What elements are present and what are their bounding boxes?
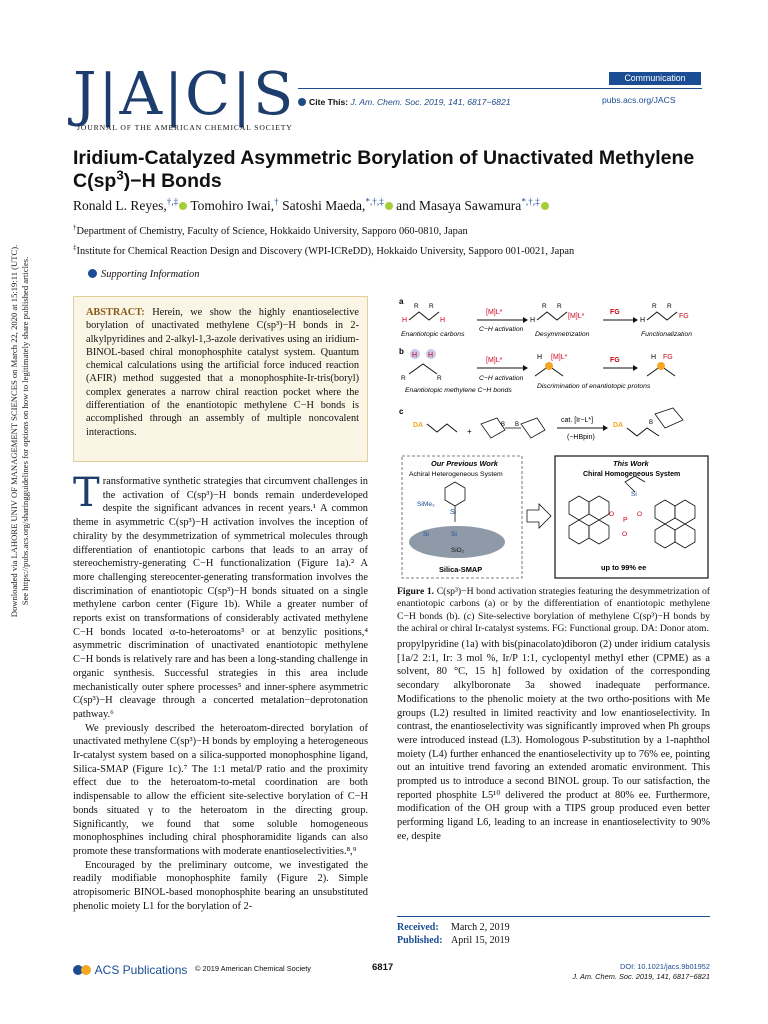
panel-b-substrate: [401, 349, 442, 382]
panel-b-catalyst: [M]L*: [486, 357, 503, 364]
orcid-icon[interactable]: [541, 202, 549, 210]
panel-c-product: [613, 408, 683, 436]
svg-text:R: R: [557, 303, 562, 310]
svg-text:[M]L*: [M]L*: [551, 354, 568, 361]
panel-a-intermediate: [530, 303, 585, 324]
side-note-line-2: See https://pubs.acs.org/sharingguidelines for options on how to legitimately share published articles.: [20, 256, 30, 606]
svg-text:H: H: [402, 317, 408, 324]
panel-a-desymmetrization: Desymmetrization: [535, 331, 590, 338]
title-line-2: $C(sp^3)-H$ Bonds: [73, 167, 222, 192]
panel-a-fg: FG: [610, 309, 620, 316]
previous-work-subtitle: Achiral Heterogeneous System: [409, 471, 503, 478]
panel-b-product: [647, 354, 675, 376]
silica-smap-label: Silica-SMAP: [439, 565, 483, 574]
panel-c-substrate: [413, 422, 457, 432]
svg-text:H: H: [412, 352, 418, 359]
download-side-note: [9, 211, 31, 651]
logo-divider: |: [98, 63, 119, 128]
svg-text:DA: DA: [613, 422, 624, 429]
logo-letter-j: J: [73, 59, 98, 128]
svg-text:[M]L*: [M]L*: [568, 313, 585, 320]
body-paragraph: propylpyridine (1a) with bis(pinacolato)diboron (2) under iridium catalysis [1a/2 2:1, Ir: 3 mol %, Ir/P 1:1, cyclopentyl methyl ether (CPME) as a solvent, 80 °C, 15 h] followed by oxidation of the corresponding secondary alkylboronate 3a showed inadequate performance. Modifications to the phenolic moiety at the two ortho-positions with Me groups (L2) resulted in limited reactivity and low enantioselectivity. In contrast, the enantioselectivity was significantly improved when Ph groups were introduced instead (L3). Homologous P-substitution by a 1-naphthol moiety (L4) further enhanced the enantioselectivity up to 76% ee, pointing out an intuitive trend favoring an extended aromatic environment. This prompted us to introduce a second BINOL group. To our satisfaction, the reported phosphite L5¹⁰ delivered the product at 80% ee. Furthermore, modification of the OH group with a TIPS group produced even better performing ligand L6, leading to an increase in enantioselectivity to 90% ee, despite: [397, 639, 710, 842]
side-note-line-1: Downloaded via LAHORE UNIV OF MANAGEMENT SCIENCES on March 22, 2020 at 15:19:11 (UTC).: [9, 244, 19, 618]
svg-text:H: H: [530, 317, 536, 324]
journal-url[interactable]: pubs.acs.org/JACS: [602, 95, 676, 105]
jacs-logo[interactable]: [73, 59, 295, 128]
panel-a-product: [640, 303, 689, 324]
doi-link[interactable]: DOI: 10.1021/jacs.9b01952: [620, 962, 710, 971]
svg-text:Si: Si: [423, 531, 429, 538]
svg-text:H: H: [640, 317, 646, 324]
svg-text:FG: FG: [679, 313, 689, 320]
cite-this[interactable]: [298, 97, 511, 107]
dropcap: T: [73, 470, 100, 516]
svg-text:Si: Si: [631, 491, 637, 498]
this-work-result: up to 99% ee: [601, 563, 647, 572]
svg-text:O: O: [622, 531, 628, 538]
body-left-column: [73, 470, 368, 914]
affiliation-1: †Department of Chemistry, Faculty of Science, Hokkaido University, Sapporo 060-0810, Japan: [73, 223, 468, 237]
dates-rule: [397, 916, 710, 917]
logo-subtitle: JOURNAL OF THE AMERICAN CHEMICAL SOCIETY: [77, 123, 293, 132]
previous-work-title: Our Previous Work: [431, 459, 498, 468]
author-name[interactable]: and Masaya Sawamura: [396, 198, 522, 213]
svg-text:R: R: [437, 375, 442, 382]
orcid-icon[interactable]: [179, 202, 187, 210]
author-marks: *,†,‡: [365, 196, 384, 207]
svg-text:+: +: [467, 427, 472, 436]
logo-letter-s: S: [253, 59, 295, 128]
author-name[interactable]: Tomohiro Iwai,: [190, 198, 275, 213]
panel-b-enantiotopic-label: Enantiotopic methylene C−H bonds: [405, 387, 512, 394]
cite-icon: [298, 98, 306, 106]
binol-phosphite-structure: [569, 476, 695, 548]
orcid-icon[interactable]: [385, 202, 393, 210]
panel-b-intermediate: [535, 354, 568, 376]
title-line-1: Iridium-Catalyzed Asymmetric Borylation of Unactivated Methylene: [73, 147, 695, 169]
affiliation-2: ‡Institute for Chemical Reaction Design and Discovery (WPI-ICReDD), Hokkaido University, Sapporo 001-0021, Japan: [73, 243, 575, 257]
logo-divider: |: [232, 63, 253, 128]
svg-text:Si: Si: [450, 509, 457, 516]
svg-text:O: O: [637, 511, 643, 518]
acs-logo-icon: [72, 964, 92, 976]
author-list: [73, 198, 713, 214]
figure-caption-text: C(sp³)−H bond activation strategies featuring the desymmetrization of enantiotopic carbons (a) or by the differentiation of enantiotopic methylene C−H bonds (b). (c) Site-selective borylation of methylene C(sp³)−H bonds by the achiral or chiral Ir-catalyst systems. FG: Functional group. DA: Donor atom.: [397, 586, 711, 635]
panel-b-discrimination: Discrimination of enantiotopic protons: [537, 383, 651, 390]
footer-doi-block: [560, 962, 710, 981]
body-right-column: [397, 638, 710, 844]
figure-1-caption: [397, 586, 710, 636]
svg-text:R: R: [401, 375, 406, 382]
published-date: Published: April 15, 2019: [397, 935, 510, 946]
svg-text:H: H: [537, 354, 543, 361]
panel-c-diboron: [481, 418, 545, 438]
svg-text:B: B: [649, 420, 654, 426]
page-number: 6817: [372, 962, 394, 973]
svg-text:SiO₂: SiO₂: [451, 547, 465, 554]
svg-text:H: H: [440, 317, 446, 324]
abstract-text: Herein, we show the highly enantioselective borylation of unactivated methylene C(sp³)−H bonds in 2-alkylpyridines and 2-alkyl-1,3-azole derivatives using an iridium-BINOL-based chiral monophosphite catalyst system. Quantum chemical calculations using the artificial force induced reaction (AFIR) method suggested that a monophosphite-Ir-tris(boryl) complex generates a narrow chiral reaction pocket where the differentiation of the enantiotopic methylene C−H bonds is accomplished through an assembly of multiple noncovalent interactions.: [86, 307, 359, 438]
article-title: [73, 147, 713, 193]
panel-c-reagent: cat. [Ir−L*]: [561, 417, 594, 424]
journal-citation: J. Am. Chem. Soc. 2019, 141, 6817−6821: [572, 971, 710, 981]
author-name[interactable]: Satoshi Maeda,: [282, 198, 366, 213]
panel-b-label: b: [399, 347, 404, 356]
author-marks: *,†,‡: [521, 196, 540, 207]
author-marks: †,‡: [166, 196, 179, 207]
author-name[interactable]: Ronald L. Reyes,: [73, 198, 167, 213]
panel-a-catalyst: [M]L*: [486, 309, 503, 316]
svg-text:R: R: [429, 303, 434, 310]
svg-text:P: P: [623, 517, 628, 524]
panel-a-label: a: [399, 297, 404, 306]
this-work-subtitle: Chiral Homogeneous System: [583, 471, 681, 478]
svg-text:SiMe₃: SiMe₃: [417, 501, 435, 508]
panel-c-byproduct: (−HBpin): [567, 434, 595, 441]
svg-text:R: R: [652, 303, 657, 310]
logo-divider: |: [164, 63, 185, 128]
body-paragraph: We previously described the heteroatom-directed borylation of unactivated methylene C(sp³)−H bonds by employing a heterogeneous Ir-catalyst system based on a silica-supported monophosphine ligand, Silica-SMAP (Figure 1c).⁷ The 1:1 metal/P ratio and the proximity effect due to the heteroatom-to-metal coordination are both indispensable to allow the efficient site-selective borylation of C−H bonds situated γ to the heteroatom in the directing group. Significantly, we found that some soluble homogeneous monophosphines including chiral phosphoramidite ligands can also promote these transformations with moderate enantioselectivities.⁸,⁹: [73, 722, 368, 857]
this-work-title: This Work: [613, 459, 649, 468]
body-paragraph: Transformative synthetic strategies that circumvent challenges in the activation of C(sp³)−H bonds remain underdeveloped despite the significant advances in recent years.¹ A common theme in asymmetric C(sp³)−H activation involves the inception of chirality by the desymmetrization of symmetrical molecules through differentiation of enantiotopic carbons that leads to an array of stereochemistry-generating C−H functionalization (Figure 1a).² A more challenging stereocenter-generating transformation involves the discrimination of enantiotopic C(sp³)−H bonds situated on a single methylene carbon center (Figure 1b). While a greater number of reports exist on transformations of considerably activated methylene C−H bonds located α-to-heteroatoms³ or at benzylic positions,⁴ asymmetric discrimination of unactivated enantiotopic methylene C−H bonds is relatively rare and has been a long-standing challenge in organic synthesis. Successful strategies in this area include mechanistically outer sphere processes⁵ and inner-sphere asymmetric C(sp³)−H cleavage through a concerted metalation−deprotonation pathway.⁶: [73, 470, 368, 720]
svg-text:Si: Si: [451, 531, 457, 538]
svg-text:R: R: [667, 303, 672, 310]
author-marks: †: [274, 196, 279, 207]
copyright: © 2019 American Chemical Society: [195, 964, 311, 973]
svg-text:O: O: [609, 511, 615, 518]
silica-smap-structure: [409, 482, 505, 558]
received-date: Received: March 2, 2019: [397, 922, 510, 933]
panel-b-step: C−H activation: [479, 375, 524, 382]
figure-1-graphic: [397, 296, 712, 581]
cite-label: Cite This:: [309, 97, 349, 107]
supporting-info-icon: [88, 269, 97, 278]
figure-caption-label: Figure 1.: [397, 586, 435, 597]
cite-text[interactable]: J. Am. Chem. Soc. 2019, 141, 6817−6821: [350, 97, 511, 107]
supporting-info-link[interactable]: Supporting Information: [88, 269, 199, 280]
abstract-box: [73, 296, 368, 462]
logo-letter-c: C: [185, 59, 232, 128]
panel-a-functionalization: Functionalization: [641, 331, 693, 338]
svg-text:FG: FG: [663, 354, 673, 361]
abstract-label: ABSTRACT:: [86, 307, 145, 318]
communication-badge: Communication: [609, 72, 701, 85]
header-rule: [298, 88, 702, 89]
svg-text:H: H: [651, 354, 657, 361]
svg-text:B: B: [501, 422, 506, 428]
panel-c-label: c: [399, 407, 404, 416]
logo-letter-a: A: [119, 59, 164, 128]
panel-a-step: C−H activation: [479, 326, 524, 333]
panel-a-enantiotopic-label: Enantiotopic carbons: [401, 331, 465, 338]
body-paragraph: Encouraged by the preliminary outcome, we investigated the readily modifiable monophosphite family (Figure 2). Simple atropisomeric BINOL-based monophosphite bearing an unsubstituted phenolic moiety L1 for the borylation of 2-: [73, 859, 368, 912]
acs-publications-logo[interactable]: ACS Publications: [72, 963, 187, 977]
panel-b-fg: FG: [610, 357, 620, 364]
svg-text:DA: DA: [413, 422, 424, 429]
svg-text:H: H: [428, 352, 434, 359]
svg-text:R: R: [542, 303, 547, 310]
transition-arrow: [527, 504, 551, 528]
panel-a-substrate: [402, 303, 445, 324]
svg-text:R: R: [414, 303, 419, 310]
svg-text:B: B: [515, 422, 520, 428]
